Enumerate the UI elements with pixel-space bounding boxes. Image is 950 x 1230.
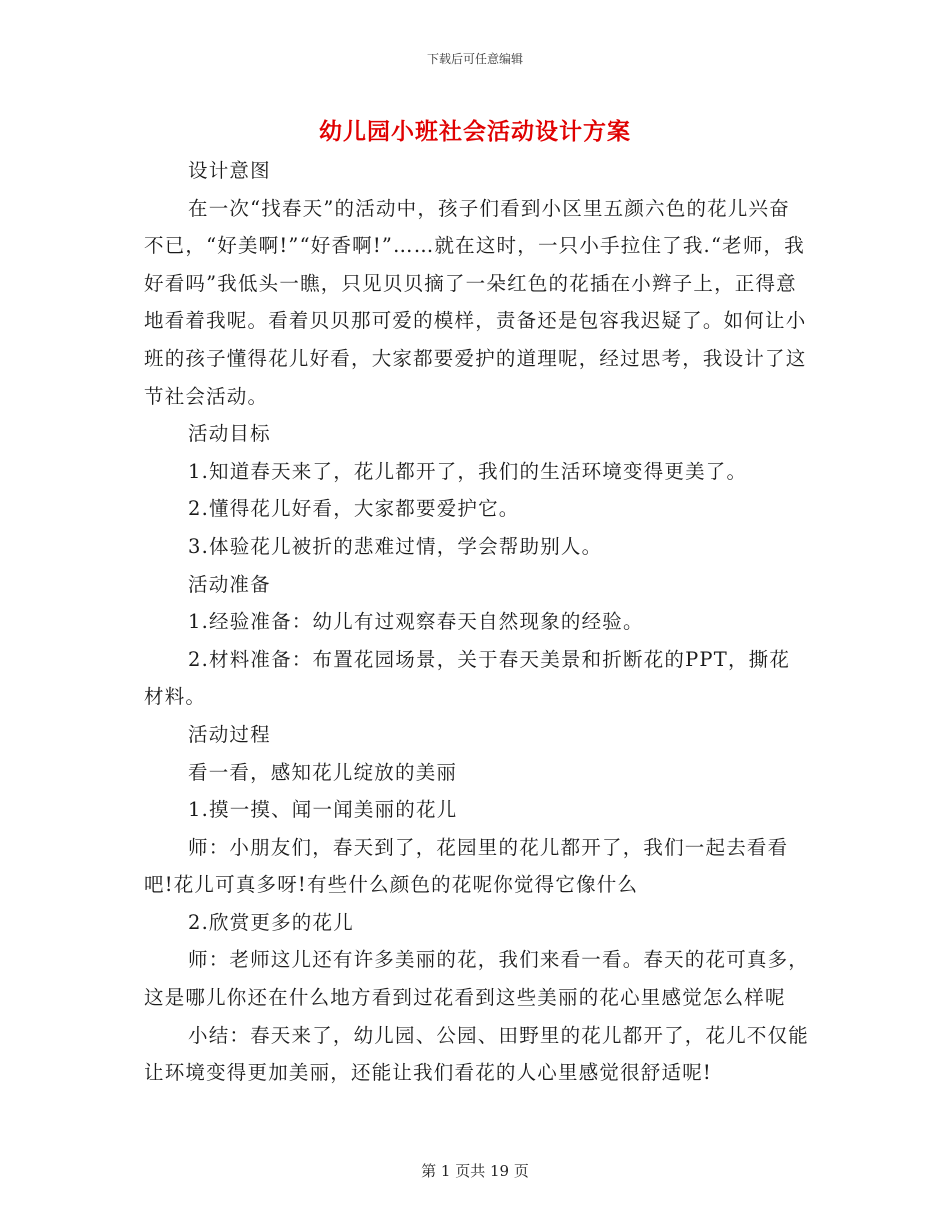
section-heading-design-intent: 设计意图 [188, 159, 271, 182]
preparation-item-2: 2.材料准备：布置花园场景，关于春天美景和折断花的PPT，撕花材料。 [144, 647, 791, 709]
process-step-2: 2.欣赏更多的花儿 [188, 910, 354, 934]
teacher-dialogue-2: 师：老师这儿还有许多美丽的花，我们来看一看。春天的花可真多，这是哪儿你还在什么地方看到过花看到这些美丽的花心里感觉怎么样呢 [144, 948, 810, 1010]
paragraph-design-intent: 在一次“找春天”的活动中，孩子们看到小区里五颜六色的花儿兴奋不已，“好美啊!”“好香啊!”……就在这时，一只小手拉住了我.“老师，我好看吗”我低头一瞧，只见贝贝摘了一朵红色的花插在小辫子上，正得意地看着我呢。看着贝贝那可爱的模样，责备还是包容我迟疑了。如何让小班的孩子懂得花儿好看，大家都要爱护的道理呢，经过思考，我设计了这节社会活动。 [144, 196, 807, 408]
section-heading-goals: 活动目标 [188, 422, 271, 446]
process-step-1: 1.摸一摸、闻一闻美丽的花儿 [188, 798, 458, 822]
page-header: 下载后可任意编辑 [426, 52, 523, 66]
page-footer: 第 1 页共 19 页 [421, 1162, 529, 1180]
goal-item-3: 3.体验花儿被折的悲难过情，学会帮助别人。 [188, 534, 603, 558]
document-title: 幼儿园小班社会活动设计方案 [319, 118, 631, 145]
document-body [144, 152, 810, 1092]
goal-item-2: 2.懂得花儿好看，大家都要爱护它。 [188, 497, 520, 521]
preparation-item-1: 1.经验准备：幼儿有过观察春天自然现象的经验。 [188, 610, 644, 634]
teacher-dialogue-1: 师：小朋友们，春天到了，花园里的花儿都开了，我们一起去看看吧!花儿可真多呀!有些什么颜色的花呢你觉得它像什么 [144, 835, 789, 897]
goal-item-1: 1.知道春天来了，花儿都开了，我们的生活环境变得更美了。 [188, 459, 748, 483]
summary-paragraph: 小结：春天来了，幼儿园、公园、田野里的花儿都开了，花儿不仅能让环境变得更加美丽，还能让我们看花的人心里感觉很舒适呢! [144, 1023, 810, 1085]
section-heading-process: 活动过程 [188, 722, 271, 746]
section-heading-preparation: 活动准备 [188, 572, 271, 596]
process-subheading: 看一看，感知花儿绽放的美丽 [188, 760, 458, 784]
